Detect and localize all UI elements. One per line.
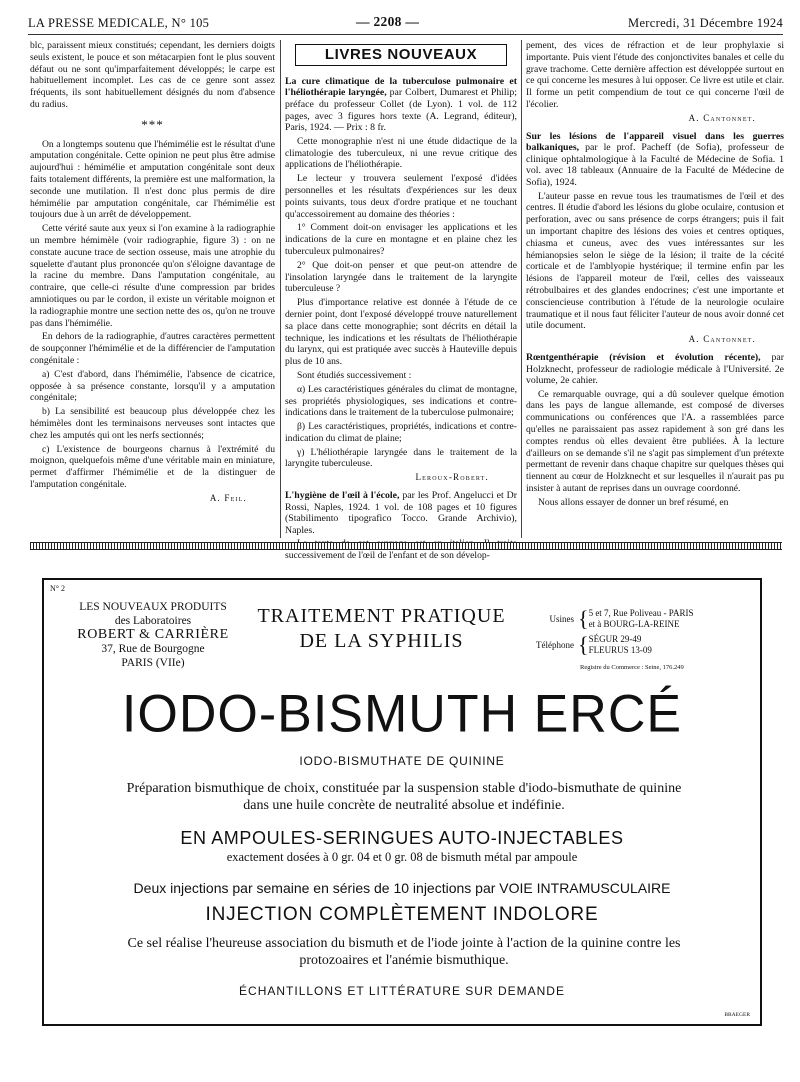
paragraph: Ce remarquable ouvrage, qui a dû soulever quelque émotion dans les pays de langue allemande, est composé de diverses communications ou conférences que l'A. a rassemblées parce qu'elles ne paraissaient pas assez rapidement à son gré dans les comptes rendus où elles devaient être publiées. À la lecture d'ailleurs on se demande s'il ne s'agit pas simplement d'un prétexte permettant de revenir dans chaque chapitre sur quelques thèses qui tiennent au cœur de Holzknecht et sur lesquelles il n'aurait pas pu insister à autant de reprises dans un ouvrage coordonné.	[526, 388, 784, 495]
labs-address: 37, Rue de Bourgogne	[101, 643, 205, 655]
usines-line: 5 et 7, Rue Poliveau - PARIS	[588, 608, 694, 618]
registre-commerce: Registre du Commerce : Seine, 176.249	[580, 664, 684, 671]
ampoules-heading: EN AMPOULES-SERINGUES AUTO-INJECTABLES	[180, 828, 624, 848]
book-meta: par Colbert, Dumarest et Philip; préface du professeur Collet (de Lyon). 1 vol. de 112 pages, avec 3 figures hors texte (A. Legrand, éditeur), Paris, 1924. — Prix : 8 fr.	[285, 87, 517, 134]
usines-lines	[589, 608, 694, 630]
association-text: Ce sel réalise l'heureuse association du bismuth et de l'iode jointe à l'action de la quinine contre les protozoaires et l'anémie bismuthique.	[127, 936, 681, 968]
issue-date: Mercredi, 31 Décembre 1924	[628, 16, 783, 30]
paragraph: Cette monographie n'est ni une étude didactique de la climatologie des tuberculeux, ni une revue critique des applications de l'héliothérapie.	[285, 135, 517, 171]
telephone-line: FLEURUS 13-09	[588, 645, 652, 655]
list-item: 1° Comment doit-on envisager les applications et les indications de la cure en montagne et en plaine chez les tuberculeux pulmonaires?	[285, 222, 517, 257]
journal-title: LA PRESSE MEDICALE, N° 105	[28, 16, 210, 30]
section-title: LIVRES NOUVEAUX	[295, 44, 507, 66]
book-meta: par les Prof. Angelucci et Dr Rossi, Naples, 1924. 1 vol. de 108 pages et 10 figures (Stabilimento tipografico Tocco. Grande Archivio), Naples.	[285, 490, 518, 536]
column-rule	[280, 40, 281, 538]
product-description: Préparation bismuthique de choix, constituée par la suspension stable d'iodo-bismuthate de quinine dans une huile concrète de neutralité absolue et indéfinie.	[126, 781, 682, 813]
paragraph: Le lecteur y trouvera seulement l'exposé d'idées personnelles et les résultats d'expériences sur les deux points suivants, tous deux d'ordre pratique et ne touchant qu'accessoirement au domaine des théories :	[285, 173, 517, 220]
paragraph: successivement de l'œil de l'enfant et de son dévelop-	[285, 550, 490, 562]
list-item: α) Les caractéristiques générales du climat de montagne, ses propriétés physiologiques, ses indications et contre-indications dans le traitement de la tuberculose pulmonaire;	[285, 383, 517, 419]
engraver-signature: BRAEGER	[724, 1012, 750, 1018]
list-item: 2° Que doit-on penser et que peut-on attendre de l'insolation laryngée dans le traitement de la laryngite tuberculeuse ?	[285, 259, 517, 295]
treatment-heading	[249, 604, 514, 654]
usines-row	[522, 608, 762, 630]
book-title: L'hygiène de l'œil à l'école,	[285, 490, 400, 502]
page-header	[28, 12, 783, 35]
list-item: c) L'existence de bourgeons charnus à l'extrémité du moignon, quelquefois même d'une véritable main en miniature, permet d'affirmer l'hémimélie et de la distinguer de l'amputation congénitale.	[30, 443, 275, 490]
review-heading	[285, 490, 517, 536]
paragraph: L'auteur passe en revue tous les traumatismes de l'œil et des centres. Il étudie d'abord les lésions du globe oculaire, contusion et perforation, avec ou sans présence de corps étrangers; puis il fait un important chapitre des lésions des voies et centres optiques, chiasma et cuneus, avec des vues intéressantes sur les hémianopsies selon le siège de la lésion; il traite de la cécité corticale et de l'amblyopie hystérique; il termine enfin par les lésions de l'appareil moteur de l'œil, celles des vaisseaux rétrobulbaires et des glandes endocrines; c'est une importante et consciencieuse contribution à l'étude de la neurologie oculaire traumatique et il nous faut féliciter l'auteur de nous avoir donné cet utile document.	[526, 190, 784, 332]
list-item: a) C'est d'abord, dans l'hémimélie, l'absence de cicatrice, opposée à sa présence constante, lorsqu'il y a amputation congénitale;	[30, 368, 275, 404]
usines-line: et à BOURG-LA-REINE	[588, 619, 680, 629]
indolore-heading: INJECTION COMPLÈTEMENT INDOLORE	[205, 904, 599, 925]
labs-name: ROBERT & CARRIÈRE	[77, 627, 229, 642]
labs-line: LES NOUVEAUX PRODUITS	[79, 601, 227, 613]
list-item: b) La sensibilité est beaucoup plus développée chez les hémimèles dont les terminaisons nerveuses sont intactes que chez les amputés qui ont les nerfs sectionnés;	[30, 406, 275, 441]
list-item: γ) L'héliothérapie laryngée dans le traitement de la laryngite tuberculeuse.	[285, 446, 517, 470]
page-number: — 2208 —	[356, 14, 420, 29]
review-heading	[526, 352, 784, 387]
paragraph: On a longtemps soutenu que l'hémimélie est le résultat d'une amputation congénitale. Cette opinion ne peut plus être admise aujourd'hui : hémimélie et amputation congénitale sont deux faits totalement différents, la première est une malformation, la seconde une mutilation. Il n'est donc plus permis de dire hémimélie par amputation congénitale, car l'hémimélie est toujours due à un arrêt de développement.	[30, 138, 275, 221]
paragraph: Sont étudiés successivement :	[297, 369, 412, 381]
column-1	[30, 40, 275, 540]
column-3	[526, 40, 784, 540]
review-heading	[285, 76, 517, 134]
author-signature: A. Feil.	[209, 492, 247, 503]
product-subtitle: IODO-BISMUTHATE DE QUININE	[299, 754, 505, 768]
brace-icon: {	[578, 606, 589, 631]
telephone-line: SÉGUR 29-49	[588, 634, 642, 644]
hatched-separator	[30, 542, 782, 550]
paragraph: Cette vérité saute aux yeux si l'on examine à la radiographie un membre hémimèle (voir radiographie, figure 3) : on ne constate aucune trace de section osseuse, mais une atrophie du squelette d'autant plus prononcée qu'on s'éloigne davantage de la racine du membre. Dans l'amputation congénitale, au contraire, que celle-ci résulte d'une compression par brides amniotiques ou par le cordon, il existe un véritable moignon et la radiographie montre une section nette des os, qu'on ne trouve pas dans l'hémimélie.	[30, 223, 275, 329]
paragraph: pement, des vices de réfraction et de leur prophylaxie si importante. Puis vient l'étude des conjonctivites banales et celle du grave trachome. Cette dernière affection est développée surtout en ce qui concerne les mesures à lui opposer. Ce livre est utile et clair. Il forme un petit compendium de tout ce qui concerne l'œil de l'écolier.	[526, 40, 784, 110]
telephone-lines	[589, 634, 652, 656]
contact-block	[522, 608, 762, 660]
treatment-line: DE LA SYPHILIS	[299, 630, 464, 652]
author-signature: A. Cantonnet.	[688, 112, 756, 123]
paragraph: Nous allons essayer de donner un bref résumé, en	[538, 496, 729, 508]
author-signature: A. Cantonnet.	[688, 334, 756, 345]
column-rule	[521, 40, 522, 538]
injection-schedule: Deux injections par semaine en séries de 10 injections par VOIE INTRAMUSCULAIRE	[133, 880, 671, 896]
labs-line: des Laboratoires	[114, 615, 192, 627]
book-meta: par le prof. Pacheff (de Sofia), professeur de clinique ophtalmologique à la Faculté de Médecine de Sofia. 1 vol. avec 18 tableaux (Annuaire de la Faculté de Médecine de Sofia), 1924.	[526, 142, 784, 188]
book-title: La cure climatique de la tuberculose pulmonaire et l'héliothérapie laryngée,	[285, 75, 517, 99]
list-item: β) Les caractéristiques, propriétés, indications et contre-indication du climat de plaine;	[285, 421, 517, 444]
paragraph: blc, paraissent mieux constitués; cependant, les derniers doigts seuls existent, le pouce et son métacarpien font le plus souvent défaut ou ne sont qu'imparfaitement développés; le carpe est habituellement incomplet. Les cas de ce genre sont assez fréquents, ils sont habituellement désignés du nom d'absence du radius.	[30, 40, 275, 110]
review-heading	[526, 131, 784, 189]
book-title: Rœntgenthérapie (révision et évolution récente),	[526, 351, 761, 363]
samples-line: ÉCHANTILLONS ET LITTÉRATURE SUR DEMANDE	[239, 984, 565, 998]
laboratory-block	[58, 600, 248, 670]
ad-number: N° 2	[50, 584, 65, 593]
book-title: Sur les lésions de l'appareil visuel dans les guerres balkaniques,	[526, 130, 784, 154]
telephone-label: Téléphone	[536, 639, 574, 650]
product-name: IODO-BISMUTH ERCÉ	[121, 684, 683, 744]
labs-city: PARIS (VIIe)	[121, 657, 185, 669]
paragraph: En dehors de la radiographie, d'autres caractères permettent de soupçonner l'hémimélie et de la différencier de l'amputation congénitale :	[30, 331, 275, 366]
brace-icon: {	[578, 632, 589, 657]
usines-label: Usines	[549, 613, 574, 624]
advertisement	[42, 578, 762, 1026]
paragraph: Plus d'importance relative est donnée à l'étude de ce dernier point, dont l'exposé développé trouve naturellement sa place dans cette monographie; sont décrits en détail la technique, les indications et les résultats de l'héliothérapie du larynx, qui est pratiquée avec succès à Hauteville depuis plus de 10 ans.	[285, 297, 517, 368]
telephone-row	[522, 634, 762, 656]
asterism-divider: ***	[141, 116, 164, 132]
treatment-line: TRAITEMENT PRATIQUE	[257, 605, 506, 627]
book-meta: par Holzknecht, professeur de radiologie médicale à l'Université. 2e volume, 2e cahier.	[526, 351, 784, 387]
dosage-text: exactement dosées à 0 gr. 04 et 0 gr. 08 de bismuth métal par ampoule	[226, 850, 578, 864]
column-2	[285, 40, 518, 562]
author-signature: Leroux-Robert.	[415, 472, 489, 483]
